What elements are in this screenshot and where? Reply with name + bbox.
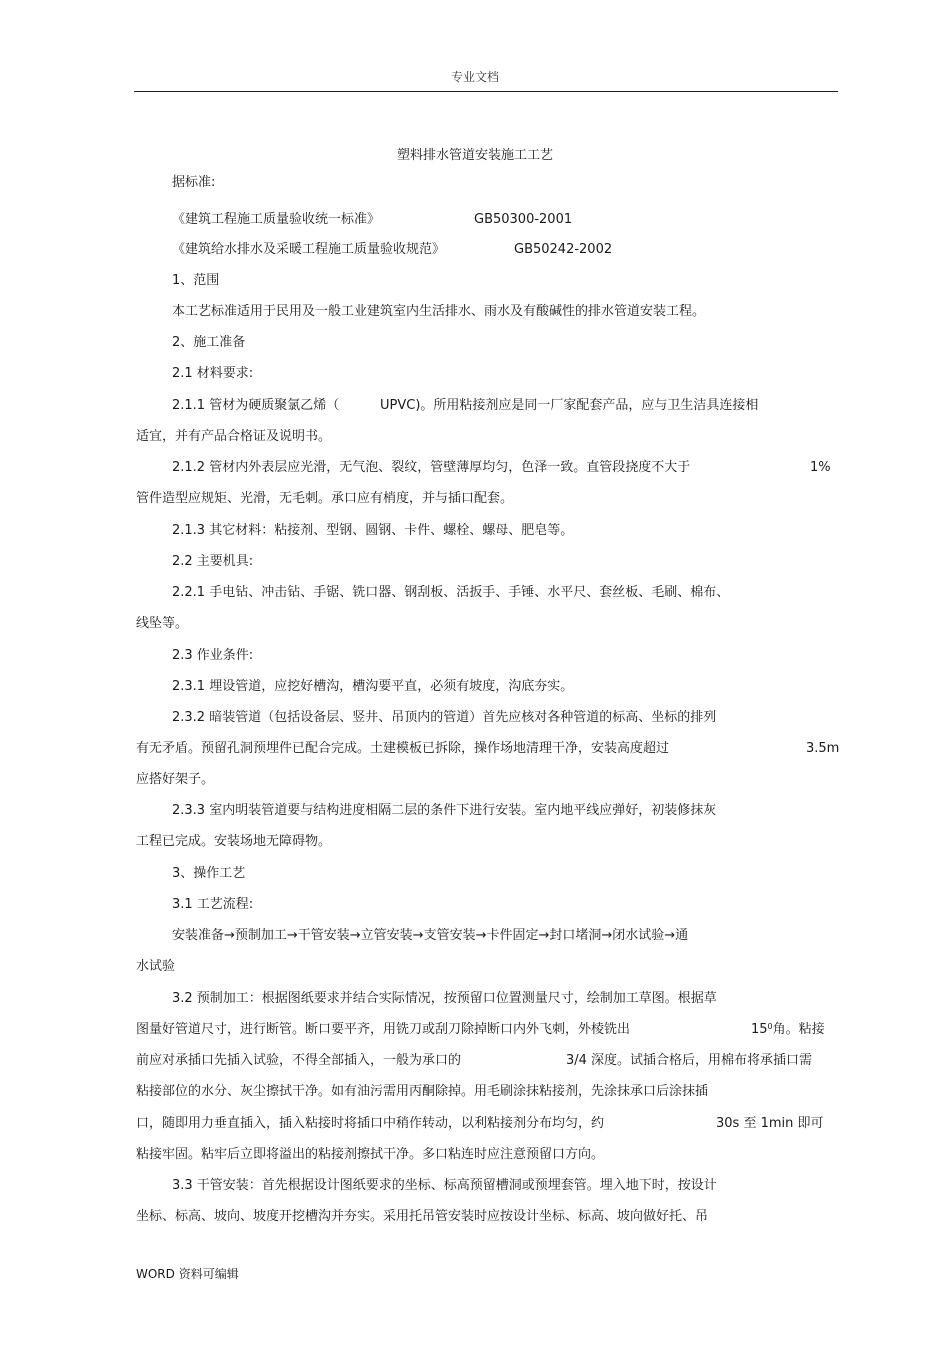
paragraph-line: 应搭好架子。 — [136, 772, 215, 787]
paragraph-line: 安装准备→预制加工→干管安装→立管安装→支管安装→卡件固定→封口堵洞→闭水试验→通 — [172, 928, 689, 943]
section-heading: 1、范围 — [172, 273, 220, 288]
paragraph-line: 3.2 预制加工：根据图纸要求并结合实际情况，按预留口位置测量尺寸，绘制加工草图。根据草 — [172, 991, 717, 1006]
subsection-heading: 2.1 材料要求: — [172, 366, 254, 381]
angle-suffix: 角。粘接 — [772, 1022, 825, 1037]
paragraph-line: 3.3 干管安装：首先根据设计图纸要求的坐标、标高预留槽洞或预埋套管。埋入地下时，按设计 — [172, 1178, 717, 1193]
paragraph-line: 2.3.3 室内明装管道要与结构进度相隔二层的条件下进行安装。室内地平线应弹好，初装修抹灰 — [172, 803, 717, 818]
section-heading: 3、操作工艺 — [172, 866, 246, 881]
standard-code: GB50300-2001 — [474, 212, 573, 227]
paragraph-line: 本工艺标准适用于民用及一般工业建筑室内生活排水、雨水及有酸碱性的排水管道安装工程。 — [172, 304, 706, 319]
paragraph-line: 管件造型应规矩、光滑，无毛刺。承口应有梢度，并与插口配套。 — [136, 491, 514, 506]
paragraph-line: 粘接牢固。粘牢后立即将溢出的粘接剂擦拭干净。多口粘连时应注意预留口方向。 — [136, 1147, 605, 1162]
standard-name: 《建筑工程施工质量验收统一标准》 — [172, 212, 381, 227]
subsection-heading: 2.3 作业条件: — [172, 648, 254, 663]
subsection-heading: 2.2 主要机具: — [172, 554, 254, 569]
standard-name: 《建筑给水排水及采暖工程施工质量验收规范》 — [172, 242, 446, 257]
paragraph-line — [751, 1022, 825, 1038]
paragraph-line: 图量好管道尺寸，进行断管。断口要平齐，用铣刀或刮刀除掉断口内外飞刺，外棱铣出 — [136, 1022, 631, 1037]
document-title: 塑料排水管道安装施工工艺 — [396, 148, 553, 163]
standard-code: GB50242-2002 — [514, 242, 613, 257]
paragraph-line: 有无矛盾。预留孔洞预埋件已配合完成。土建模板已拆除，操作场地清理干净，安装高度超过 — [136, 741, 670, 756]
paragraph-line: 适宜，并有产品合格证及说明书。 — [136, 429, 332, 444]
page-header: 专业文档 — [450, 70, 499, 84]
paragraph-line: 2.3.1 埋设管道，应挖好槽沟，槽沟要平直，必须有坡度，沟底夯实。 — [172, 679, 574, 694]
degree-superscript: 0 — [767, 1022, 773, 1031]
paragraph-line: 线坠等。 — [136, 616, 189, 631]
paragraph-line: 1% — [810, 460, 831, 475]
page-footer: WORD 资料可编辑 — [136, 1267, 239, 1281]
basis-label: 据标准: — [172, 175, 216, 190]
paragraph-line: 30s 至 1min 即可 — [716, 1116, 824, 1131]
paragraph-line: 口，随即用力垂直插入，插入粘接时将插口中稍作转动，以利粘接剂分布均匀，约 — [136, 1116, 605, 1131]
paragraph-line: UPVC)。所用粘接剂应是同一厂家配套产品，应与卫生洁具连接相 — [380, 398, 759, 413]
section-heading: 2、施工准备 — [172, 335, 246, 350]
paragraph-line: 坐标、标高、坡向、坡度开挖槽沟并夯实。采用托吊管安装时应按设计坐标、标高、坡向做好托、吊 — [136, 1209, 709, 1224]
paragraph-line: 前应对承插口先插入试验，不得全部插入，一般为承口的 — [136, 1053, 462, 1068]
paragraph-line: 2.3.2 暗装管道（包括设备层、竖井、吊顶内的管道）首先应核对各种管道的标高、坐标的排列 — [172, 710, 717, 725]
paragraph-line: 2.1.1 管材为硬质聚氯乙烯（ — [172, 398, 340, 413]
angle-value: 15 — [751, 1022, 768, 1037]
paragraph-line: 3/4 深度。试插合格后，用棉布将承插口需 — [566, 1053, 813, 1068]
header-divider — [134, 91, 838, 92]
paragraph-line: 水试验 — [136, 959, 176, 974]
paragraph-line: 工程已完成。安装场地无障碍物。 — [136, 834, 332, 849]
paragraph-line: 粘接部位的水分、灰尘擦拭干净。如有油污需用丙酮除掉。用毛刷涂抹粘接剂，先涂抹承口后涂抹插 — [136, 1084, 709, 1099]
paragraph-line: 3.5m — [806, 741, 840, 756]
paragraph-line: 2.1.3 其它材料：粘接剂、型钢、圆钢、卡件、螺栓、螺母、肥皂等。 — [172, 523, 574, 538]
paragraph-line: 2.1.2 管材内外表层应光滑，无气泡、裂纹，管壁薄厚均匀，色泽一致。直管段挠度不大于 — [172, 460, 691, 475]
paragraph-line: 2.2.1 手电钻、冲击钻、手锯、铣口器、钢刮板、活扳手、手锤、水平尺、套丝板、毛刷、棉布、 — [172, 585, 730, 600]
subsection-heading: 3.1 工艺流程: — [172, 897, 254, 912]
